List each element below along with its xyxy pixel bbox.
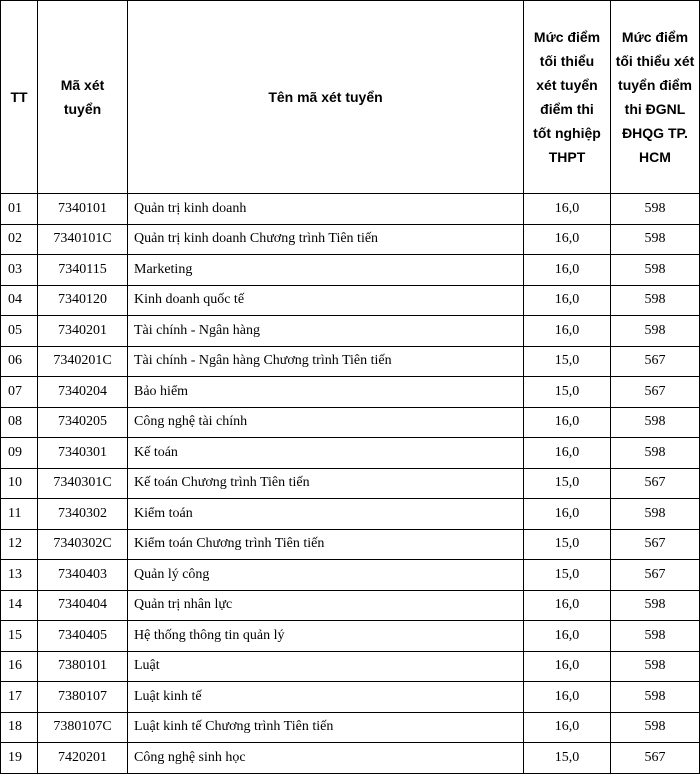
row-number: 01 xyxy=(1,194,38,225)
major-code: 7380107C xyxy=(38,712,128,743)
dgnl-score: 567 xyxy=(611,377,700,408)
table-row xyxy=(1,651,700,682)
major-name: Kế toán xyxy=(128,438,524,469)
header-thpt-score: Mức điểm tối thiểu xét tuyển điểm thi tốt nghiệp THPT xyxy=(524,1,611,194)
table-row xyxy=(1,407,700,438)
thpt-score: 16,0 xyxy=(524,224,611,255)
row-number: 11 xyxy=(1,499,38,530)
header-code: Mã xét tuyển xyxy=(38,1,128,194)
major-code: 7340405 xyxy=(38,621,128,652)
major-name: Quản trị kinh doanh Chương trình Tiên tiến xyxy=(128,224,524,255)
major-code: 7340302 xyxy=(38,499,128,530)
row-number: 04 xyxy=(1,285,38,316)
major-code: 7340201 xyxy=(38,316,128,347)
table-row xyxy=(1,468,700,499)
table-body xyxy=(1,194,700,774)
major-code: 7340205 xyxy=(38,407,128,438)
thpt-score: 16,0 xyxy=(524,712,611,743)
major-name: Luật kinh tế xyxy=(128,682,524,713)
major-name: Luật xyxy=(128,651,524,682)
major-name: Marketing xyxy=(128,255,524,286)
dgnl-score: 598 xyxy=(611,438,700,469)
thpt-score: 16,0 xyxy=(524,407,611,438)
thpt-score: 15,0 xyxy=(524,468,611,499)
major-name: Quản trị kinh doanh xyxy=(128,194,524,225)
thpt-score: 16,0 xyxy=(524,499,611,530)
major-name: Kiểm toán xyxy=(128,499,524,530)
thpt-score: 16,0 xyxy=(524,255,611,286)
row-number: 12 xyxy=(1,529,38,560)
table-row xyxy=(1,377,700,408)
row-number: 03 xyxy=(1,255,38,286)
row-number: 02 xyxy=(1,224,38,255)
table-row xyxy=(1,316,700,347)
row-number: 09 xyxy=(1,438,38,469)
dgnl-score: 567 xyxy=(611,743,700,774)
dgnl-score: 567 xyxy=(611,346,700,377)
table-row xyxy=(1,560,700,591)
major-code: 7340201C xyxy=(38,346,128,377)
table-row xyxy=(1,682,700,713)
row-number: 07 xyxy=(1,377,38,408)
dgnl-score: 598 xyxy=(611,712,700,743)
row-number: 05 xyxy=(1,316,38,347)
major-code: 7340120 xyxy=(38,285,128,316)
thpt-score: 16,0 xyxy=(524,285,611,316)
table-row xyxy=(1,712,700,743)
thpt-score: 16,0 xyxy=(524,621,611,652)
table-row xyxy=(1,285,700,316)
header-tt: TT xyxy=(1,1,38,194)
row-number: 08 xyxy=(1,407,38,438)
thpt-score: 16,0 xyxy=(524,651,611,682)
dgnl-score: 567 xyxy=(611,468,700,499)
major-code: 7340404 xyxy=(38,590,128,621)
major-code: 7380101 xyxy=(38,651,128,682)
row-number: 13 xyxy=(1,560,38,591)
table-row xyxy=(1,529,700,560)
major-name: Kiểm toán Chương trình Tiên tiến xyxy=(128,529,524,560)
row-number: 14 xyxy=(1,590,38,621)
major-code: 7340204 xyxy=(38,377,128,408)
dgnl-score: 598 xyxy=(611,316,700,347)
major-name: Luật kinh tế Chương trình Tiên tiến xyxy=(128,712,524,743)
thpt-score: 15,0 xyxy=(524,377,611,408)
dgnl-score: 567 xyxy=(611,529,700,560)
table-row xyxy=(1,194,700,225)
major-name: Kế toán Chương trình Tiên tiến xyxy=(128,468,524,499)
major-name: Bảo hiểm xyxy=(128,377,524,408)
thpt-score: 16,0 xyxy=(524,194,611,225)
row-number: 06 xyxy=(1,346,38,377)
dgnl-score: 598 xyxy=(611,499,700,530)
row-number: 17 xyxy=(1,682,38,713)
header-row xyxy=(1,1,700,194)
table-row xyxy=(1,438,700,469)
major-name: Công nghệ tài chính xyxy=(128,407,524,438)
dgnl-score: 598 xyxy=(611,682,700,713)
thpt-score: 16,0 xyxy=(524,316,611,347)
dgnl-score: 598 xyxy=(611,255,700,286)
major-code: 7340101C xyxy=(38,224,128,255)
thpt-score: 15,0 xyxy=(524,743,611,774)
header-name: Tên mã xét tuyển xyxy=(128,1,524,194)
dgnl-score: 598 xyxy=(611,285,700,316)
table-row xyxy=(1,255,700,286)
row-number: 18 xyxy=(1,712,38,743)
table-row xyxy=(1,346,700,377)
major-name: Tài chính - Ngân hàng xyxy=(128,316,524,347)
thpt-score: 16,0 xyxy=(524,438,611,469)
major-name: Tài chính - Ngân hàng Chương trình Tiên tiến xyxy=(128,346,524,377)
dgnl-score: 598 xyxy=(611,407,700,438)
dgnl-score: 598 xyxy=(611,651,700,682)
major-code: 7340302C xyxy=(38,529,128,560)
table-row xyxy=(1,224,700,255)
major-code: 7380107 xyxy=(38,682,128,713)
header-dgnl-score: Mức điểm tối thiểu xét tuyển điểm thi ĐGNL ĐHQG TP. HCM xyxy=(611,1,700,194)
major-code: 7340115 xyxy=(38,255,128,286)
dgnl-score: 598 xyxy=(611,194,700,225)
row-number: 15 xyxy=(1,621,38,652)
table-row xyxy=(1,499,700,530)
table-row xyxy=(1,590,700,621)
row-number: 16 xyxy=(1,651,38,682)
major-name: Hệ thống thông tin quản lý xyxy=(128,621,524,652)
major-code: 7420201 xyxy=(38,743,128,774)
thpt-score: 15,0 xyxy=(524,560,611,591)
major-name: Quản lý công xyxy=(128,560,524,591)
dgnl-score: 598 xyxy=(611,224,700,255)
major-code: 7340403 xyxy=(38,560,128,591)
major-name: Công nghệ sinh học xyxy=(128,743,524,774)
table-row xyxy=(1,743,700,774)
dgnl-score: 598 xyxy=(611,621,700,652)
thpt-score: 16,0 xyxy=(524,682,611,713)
dgnl-score: 567 xyxy=(611,560,700,591)
thpt-score: 15,0 xyxy=(524,346,611,377)
row-number: 10 xyxy=(1,468,38,499)
row-number: 19 xyxy=(1,743,38,774)
thpt-score: 15,0 xyxy=(524,529,611,560)
major-name: Kinh doanh quốc tế xyxy=(128,285,524,316)
major-code: 7340301C xyxy=(38,468,128,499)
major-code: 7340101 xyxy=(38,194,128,225)
dgnl-score: 598 xyxy=(611,590,700,621)
thpt-score: 16,0 xyxy=(524,590,611,621)
table-row xyxy=(1,621,700,652)
major-name: Quản trị nhân lực xyxy=(128,590,524,621)
major-code: 7340301 xyxy=(38,438,128,469)
